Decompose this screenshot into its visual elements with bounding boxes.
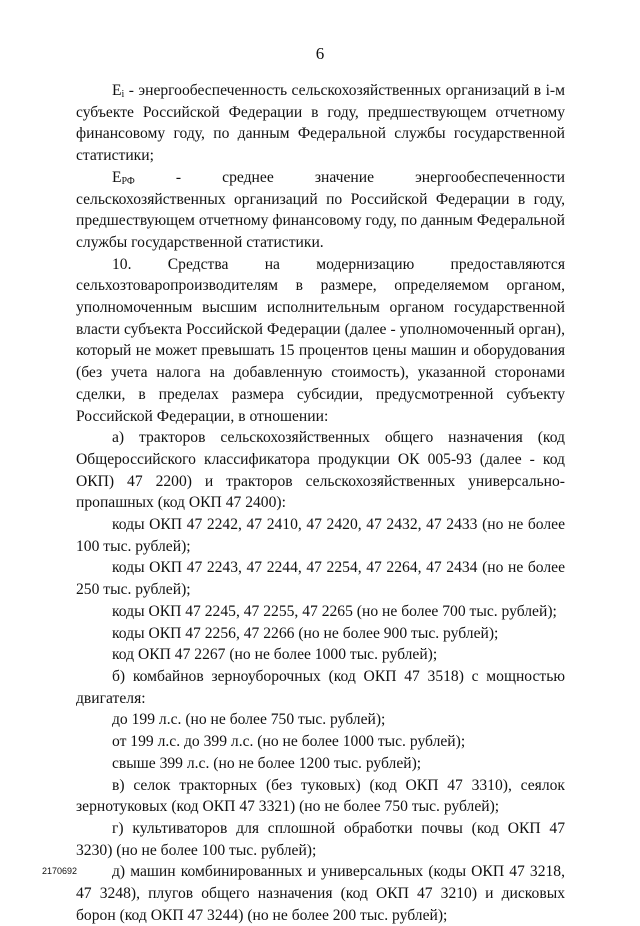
item-g: г) культиваторов для сплошной обработки почвы (код ОКП 47 3230) (но не более 100 тыс. рублей); <box>76 819 565 859</box>
document-code: 2170692 <box>42 866 78 876</box>
symbol-e-i: $E_i$ <box>112 82 125 100</box>
item-a-codes-4: коды ОКП 47 2256, 47 2266 (но не более 900 тыс. рублей); <box>112 624 499 642</box>
item-b: б) комбайнов зерноуборочных (код ОКП 47 3518) с мощностью двигателя: <box>76 667 565 707</box>
item-d: д) машин комбинированных и универсальных (коды ОКП 47 3218, 47 3248), плугов общего назначения (код ОКП 47 3210) и дисковых борон (код ОКП 47 3244) (но не более 200 тыс. рублей); <box>76 863 565 924</box>
page-number: 6 <box>315 44 325 63</box>
definition-e-i-text: - энергообеспеченность сельскохозяйственных организаций в i-м субъекте Российской Федерации в году, предшествующем отчетному финансовому году, по данным Федеральной службы государственной статистики; <box>76 82 565 165</box>
item-a-codes-2: коды ОКП 47 2243, 47 2244, 47 2254, 47 2264, 47 2434 (но не более 250 тыс. рублей); <box>76 559 565 599</box>
definition-e-rf <box>76 167 565 254</box>
paragraph-10: 10. Средства на модернизацию предоставляются сельхозтоваропроизводителям в размере, определяемом органом, уполномоченным высшим исполнительным органом государственной власти субъекта Российской Федерации (далее - уполномоченный орган), который не может превышать 15 процентов цены машин и оборудования (без учета налога на добавленную стоимость), указанной сторонами сделки, в пределах размера субсидии, предусмотренной субъекту Российской Федерации, в отношении: <box>76 255 565 425</box>
item-b-power-1: до 199 л.с. (но не более 750 тыс. рублей); <box>112 711 386 729</box>
document-body <box>76 80 565 926</box>
symbol-e-rf: $E_{РФ}$ <box>112 168 135 187</box>
item-b-power-2: от 199 л.с. до 399 л.с. (но не более 1000 тыс. рублей); <box>112 733 466 751</box>
definition-e-i <box>76 80 565 167</box>
item-v: в) селок тракторных (без туковых) (код ОКП 47 3310), сеялок зернотуковых (код ОКП 47 3321) (но не более 750 тыс. рублей); <box>76 776 565 816</box>
item-a-codes-3: коды ОКП 47 2245, 47 2255, 47 2265 (но не более 700 тыс. рублей); <box>112 602 557 620</box>
item-a-codes-5: код ОКП 47 2267 (но не более 1000 тыс. рублей); <box>112 646 438 664</box>
item-a: а) тракторов сельскохозяйственных общего назначения (код Общероссийского классификатора продукции ОК 005-93 (далее - код ОКП) 47 2200) и тракторов сельскохозяйственных универсально-пропашных (код ОКП 47 2400): <box>76 429 565 512</box>
definition-e-rf-text: - среднее значение энергообеспеченности сельскохозяйственных организаций по Российской Федерации в году, предшествующем отчетному финансовому году, по данным Федеральной службы государственной статистики. <box>76 168 565 251</box>
item-a-codes-1: коды ОКП 47 2242, 47 2410, 47 2420, 47 2432, 47 2433 (но не более 100 тыс. рублей); <box>76 516 565 555</box>
item-b-power-3: свыше 399 л.с. (но не более 1200 тыс. рублей); <box>112 754 422 772</box>
